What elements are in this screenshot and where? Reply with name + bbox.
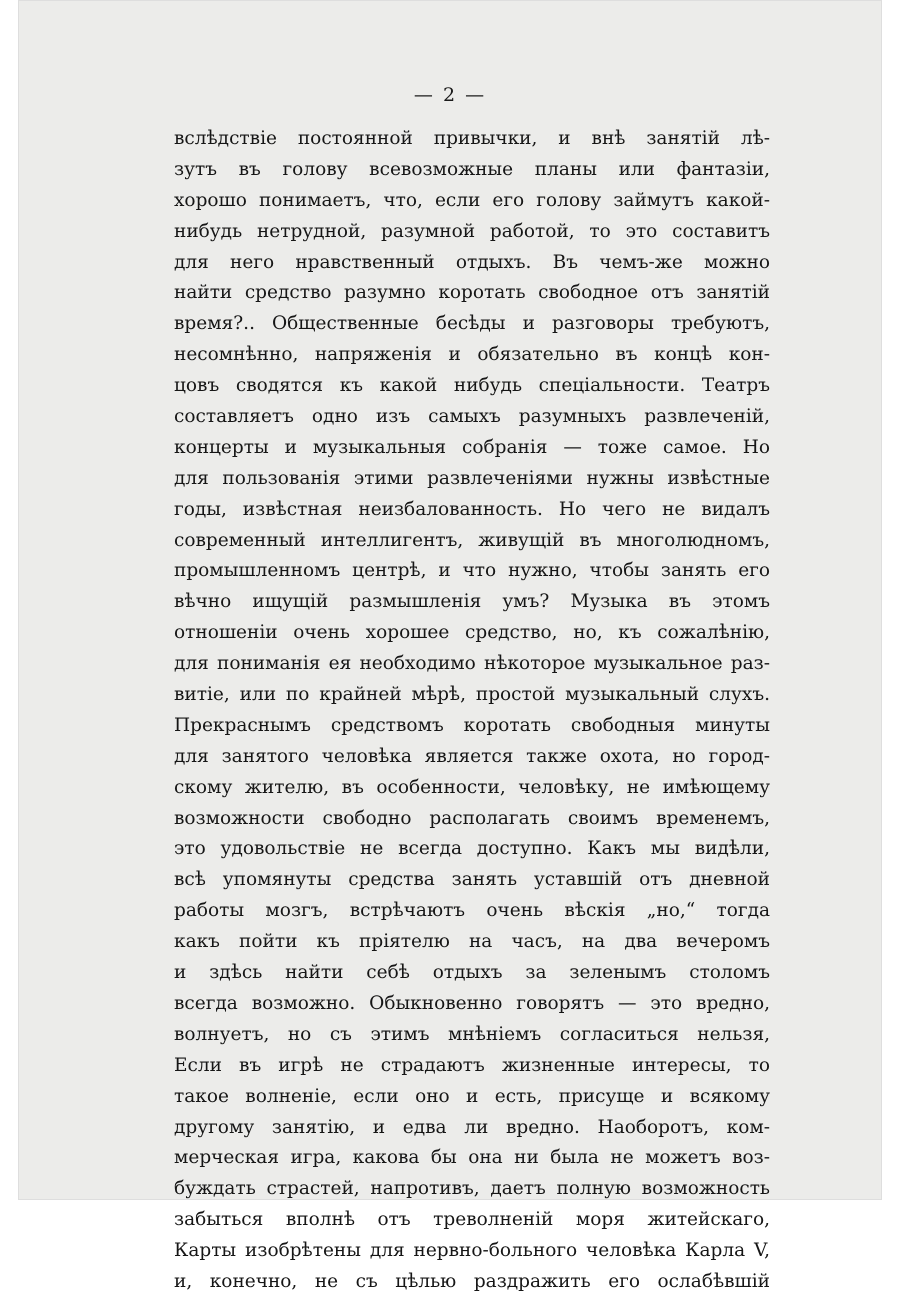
- scanned-page: [18, 0, 882, 1292]
- text-line: для него нравственный отдыхъ. Въ чемъ-же можно: [174, 251, 770, 273]
- text-line: буждать страстей, напротивъ, даетъ полную возможность: [174, 1178, 770, 1200]
- text-line: и, конечно, не съ цѣлью раздражить его ослабѣвшій: [174, 1270, 770, 1292]
- text-line: годы, извѣстная неизбалованность. Но чего не видалъ: [174, 498, 770, 520]
- text-line: концерты и музыкальныя собранія — тоже самое. Но: [174, 436, 770, 458]
- text-line: возможности свободно располагать своимъ временемъ,: [174, 807, 770, 829]
- text-line: всегда возможно. Обыкновенно говорятъ — это вредно,: [174, 992, 770, 1014]
- text-line: работы мозгъ, встрѣчаютъ очень вѣскія „но,“ тогда: [174, 900, 770, 922]
- page-number: — 2 —: [413, 84, 487, 106]
- text-line: Карты изобрѣтены для нервно-больного человѣка Карла V,: [174, 1240, 770, 1262]
- text-line: волнуетъ, но съ этимъ мнѣніемъ согласиться нельзя,: [174, 1023, 770, 1045]
- body-text: [174, 124, 770, 1298]
- text-line: найти средство разумно коротать свободное отъ занятій: [174, 282, 770, 304]
- text-line: зутъ въ голову всевозможные планы или фантазіи,: [174, 158, 770, 180]
- text-line: цовъ сводятся къ какой нибудь спеціальности. Театръ: [174, 375, 770, 397]
- text-line: для занятого человѣка является также охота, но город-: [174, 745, 770, 767]
- text-line: нибудь нетрудной, разумной работой, то это составитъ: [174, 220, 770, 242]
- text-line: время?.. Общественные бесѣды и разговоры требуютъ,: [174, 313, 770, 335]
- text-line: современный интеллигентъ, живущій въ многолюдномъ,: [174, 529, 770, 551]
- text-line: составляетъ одно изъ самыхъ разумныхъ развлеченій,: [174, 406, 770, 428]
- text-line: вслѣдствіе постоянной привычки, и внѣ занятій лѣ-: [174, 128, 770, 149]
- text-line: скому жителю, въ особенности, человѣку, не имѣющему: [174, 776, 770, 798]
- text-line: другому занятію, и едва ли вредно. Наоборотъ, ком-: [174, 1116, 770, 1138]
- text-line: для пониманія ея необходимо нѣкоторое музыкальное раз-: [174, 653, 770, 675]
- text-line: какъ пойти къ пріятелю на часъ, на два вечеромъ: [174, 931, 770, 953]
- text-line: всѣ упомянуты средства занять уставшій отъ дневной: [174, 869, 770, 891]
- text-line: витіе, или по крайней мѣрѣ, простой музыкальный слухъ.: [174, 684, 770, 706]
- text-line: мерческая игра, какова бы она ни была не можетъ воз-: [174, 1147, 770, 1169]
- text-line: вѣчно ищущій размышленія умъ? Музыка въ этомъ: [174, 591, 770, 613]
- text-line: забыться вполнѣ отъ треволненій моря житейскаго,: [174, 1209, 770, 1231]
- text-line: отношеніи очень хорошее средство, но, къ сожалѣнію,: [174, 622, 770, 644]
- text-line: для пользованія этими развлеченіями нужны извѣстные: [174, 467, 770, 489]
- text-line: такое волненіе, если оно и есть, присуще и всякому: [174, 1085, 770, 1107]
- text-line: Если въ игрѣ не страдаютъ жизненные интересы, то: [174, 1054, 770, 1076]
- text-line: Прекраснымъ средствомъ коротать свободныя минуты: [174, 714, 770, 736]
- text-line: и здѣсь найти себѣ отдыхъ за зеленымъ столомъ: [174, 962, 770, 984]
- text-line: хорошо понимаетъ, что, если его голову займутъ какой-: [174, 189, 770, 211]
- text-line: промышленномъ центрѣ, и что нужно, чтобы занять его: [174, 560, 770, 582]
- text-line: несомнѣнно, напряженія и обязательно въ концѣ кон-: [174, 344, 770, 366]
- text-line: это удовольствіе не всегда доступно. Какъ мы видѣли,: [174, 838, 770, 860]
